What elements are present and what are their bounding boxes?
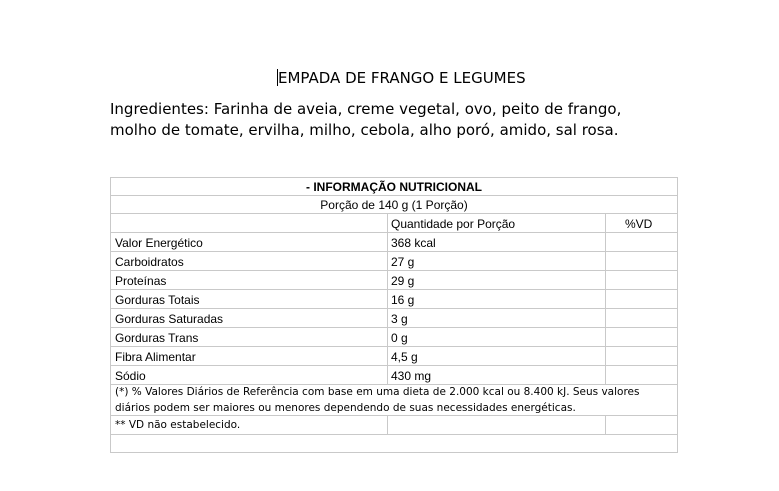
row-label: Fibra Alimentar [115,350,196,364]
row-label: Valor Energético [115,236,203,250]
footnote-vd: ** VD não estabelecido. [115,419,241,431]
row-label: Gorduras Trans [115,331,199,345]
row-value: 4,5 g [391,350,418,364]
column-header-quantity: Quantidade por Porção [391,217,516,231]
ingredients-paragraph: Ingredientes: Farinha de aveia, creme vegetal, ovo, peito de frango, molho de tomate, ervilha, milho, cebola, alho poró, amido, sal rosa. [110,100,622,139]
table-heading: - INFORMAÇÃO NUTRICIONAL [306,180,482,194]
row-value: 16 g [391,293,415,307]
row-label: Sódio [115,369,146,383]
row-label: Gorduras Saturadas [115,312,224,326]
document-title: EMPADA DE FRANGO E LEGUMES [278,69,526,87]
row-value: 368 kcal [391,236,436,250]
portion-size: Porção de 140 g (1 Porção) [320,198,468,212]
row-value: 0 g [391,331,408,345]
nutrition-table [110,177,678,453]
column-header-vd: %VD [625,217,653,231]
row-label: Proteínas [115,274,167,288]
row-value: 430 mg [391,369,432,383]
row-label: Carboidratos [115,255,184,269]
row-value: 29 g [391,274,415,288]
row-value: 27 g [391,255,415,269]
footnote-daily-values: (*) % Valores Diários de Referência com base em uma dieta de 2.000 kcal ou 8.400 kJ. Seus valores diários podem ser maiores ou menores dependendo de suas necessidades energéticas. [115,386,640,414]
row-value: 3 g [391,312,408,326]
row-label: Gorduras Totais [115,293,200,307]
